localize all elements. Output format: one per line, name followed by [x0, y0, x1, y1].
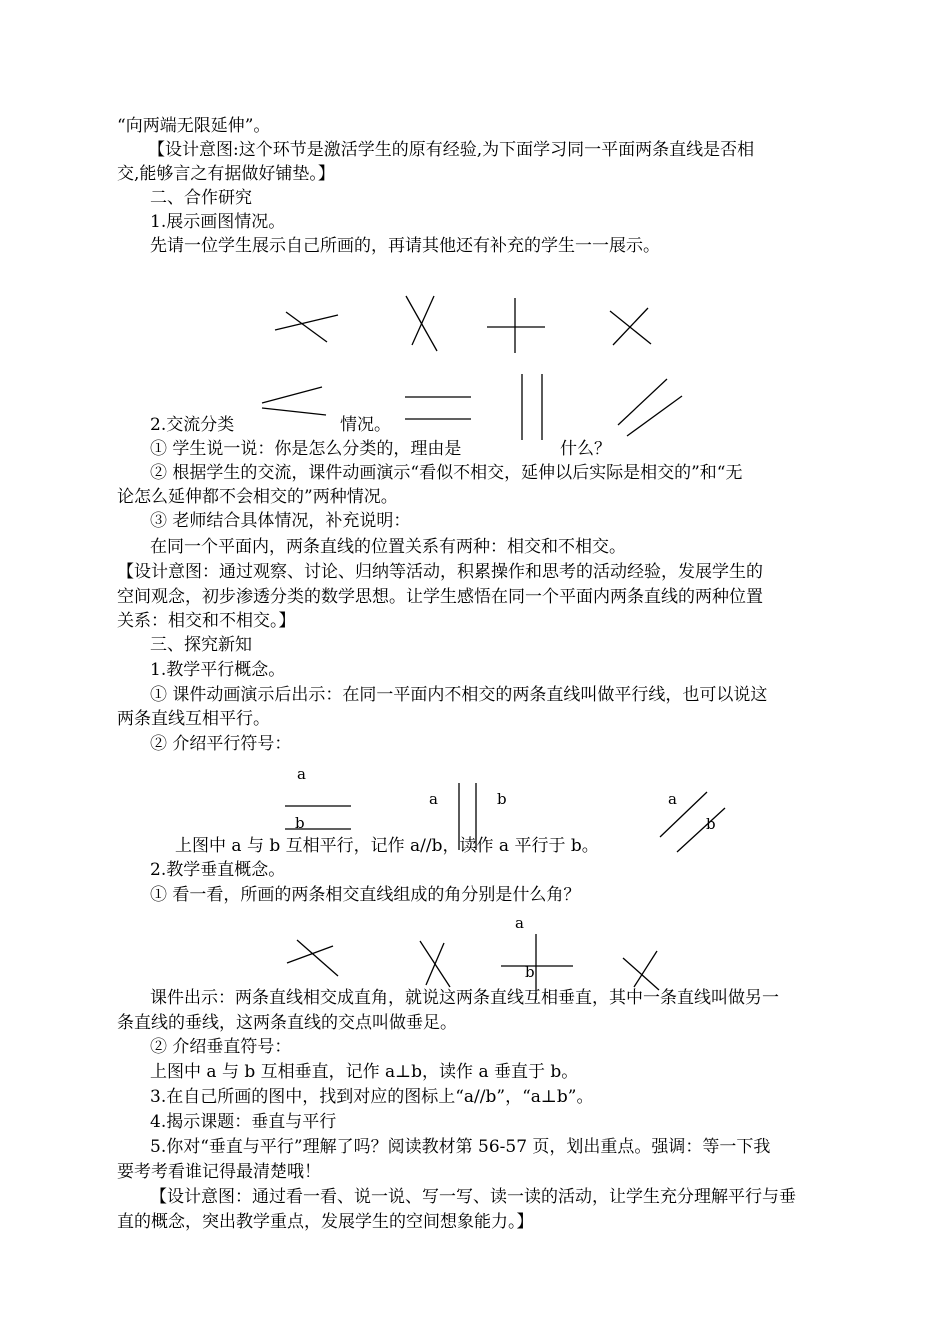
figure-line — [634, 951, 657, 987]
text-line: ② 介绍垂直符号： — [150, 1037, 292, 1057]
text-line: 上图中 a 与 b 互相垂直，记作 a⊥b，读作 a 垂直于 b。 — [150, 1062, 579, 1082]
figure-label: b — [295, 814, 305, 832]
text-line: 课件出示：两条直线相交成直角，就说这两条直线互相垂直，其中一条直线叫做另一 — [150, 988, 779, 1008]
section-heading: 二、合作研究 — [150, 188, 252, 208]
text-line: ② 介绍平行符号： — [150, 734, 292, 754]
text-line: 1.展示画图情况。 — [150, 212, 286, 232]
text-line: 先请一位学生展示自己所画的，再请其他还有补充的学生一一展示。 — [150, 236, 660, 256]
figure-label: a — [515, 914, 524, 932]
text-line: 两条直线互相平行。 — [117, 709, 270, 729]
text-line: ② 根据学生的交流，课件动画演示“看似不相交，延伸以后实际是相交的”和“无 — [150, 463, 743, 483]
text-line: 2.交流分类 — [150, 415, 235, 435]
figure-line — [618, 379, 667, 425]
text-line: 在同一个平面内，两条直线的位置关系有两种：相交和不相交。 — [150, 537, 626, 557]
figure-label: a — [668, 790, 677, 808]
section-heading: 三、探究新知 — [150, 635, 252, 655]
text-line: 【设计意图:这个环节是激活学生的原有经验,为下面学习同一平面两条直线是否相 — [148, 140, 755, 160]
figure-line — [286, 312, 327, 342]
text-line: 关系：相交和不相交。】 — [117, 611, 296, 631]
text-line: 论怎么延伸都不会相交的”两种情况。 — [117, 487, 398, 507]
figure-label: b — [706, 815, 716, 833]
text-line: 【设计意图：通过看一看、说一说、写一写、读一读的活动，让学生充分理解平行与垂 — [150, 1187, 796, 1207]
figure-label: b — [525, 963, 535, 981]
text-line: 要考考看谁记得最清楚哦！ — [117, 1162, 321, 1182]
figure-line — [426, 943, 444, 985]
figure-line — [610, 311, 651, 344]
figure-label: a — [297, 765, 306, 783]
text-line: 什么？ — [560, 439, 611, 459]
text-line: 条直线的垂线，这两条直线的交点叫做垂足。 — [117, 1013, 457, 1033]
text-line: “向两端无限延伸”。 — [117, 116, 271, 136]
figure-line — [613, 308, 648, 345]
text-line: ① 课件动画演示后出示：在同一平面内不相交的两条直线叫做平行线，也可以说这 — [150, 685, 768, 705]
text-line: 3.在自己所画的图中，找到对应的图标上“a//b”，“a⊥b”。 — [150, 1087, 594, 1107]
text-line: ① 看一看，所画的两条相交直线组成的角分别是什么角？ — [150, 885, 581, 905]
text-line: 直的概念，突出教学重点，发展学生的空间想象能力。】 — [117, 1212, 534, 1232]
text-line: 【设计意图：通过观察、讨论、归纳等活动，积累操作和思考的活动经验，发展学生的 — [117, 562, 763, 582]
figure-line — [412, 296, 434, 345]
figure-label: b — [497, 790, 507, 808]
figure-line — [297, 940, 338, 976]
figure-line — [287, 946, 333, 963]
text-line: 4.揭示课题：垂直与平行 — [150, 1112, 337, 1132]
text-line: 空间观念，初步渗透分类的数学思想。让学生感悟在同一个平面内两条直线的两种位置 — [117, 587, 763, 607]
figure-line — [262, 387, 322, 403]
text-line: 情况。 — [340, 415, 391, 435]
figure-line — [627, 396, 682, 436]
text-line: 1.教学平行概念。 — [150, 660, 286, 680]
text-line: 交,能够言之有据做好铺垫。】 — [117, 164, 335, 184]
text-line: ③ 老师结合具体情况，补充说明： — [150, 511, 411, 531]
text-line: 5.你对“垂直与平行”理解了吗？阅读教材第 56-57 页，划出重点。强调：等一下我 — [150, 1137, 771, 1157]
text-line: 2.教学垂直概念。 — [150, 860, 286, 880]
figure-line — [262, 408, 326, 415]
text-line: 上图中 a 与 b 互相平行，记作 a//b，读作 a 平行于 b。 — [175, 836, 599, 856]
text-line: ① 学生说一说：你是怎么分类的，理由是 — [150, 439, 462, 459]
figure-label: a — [429, 790, 438, 808]
